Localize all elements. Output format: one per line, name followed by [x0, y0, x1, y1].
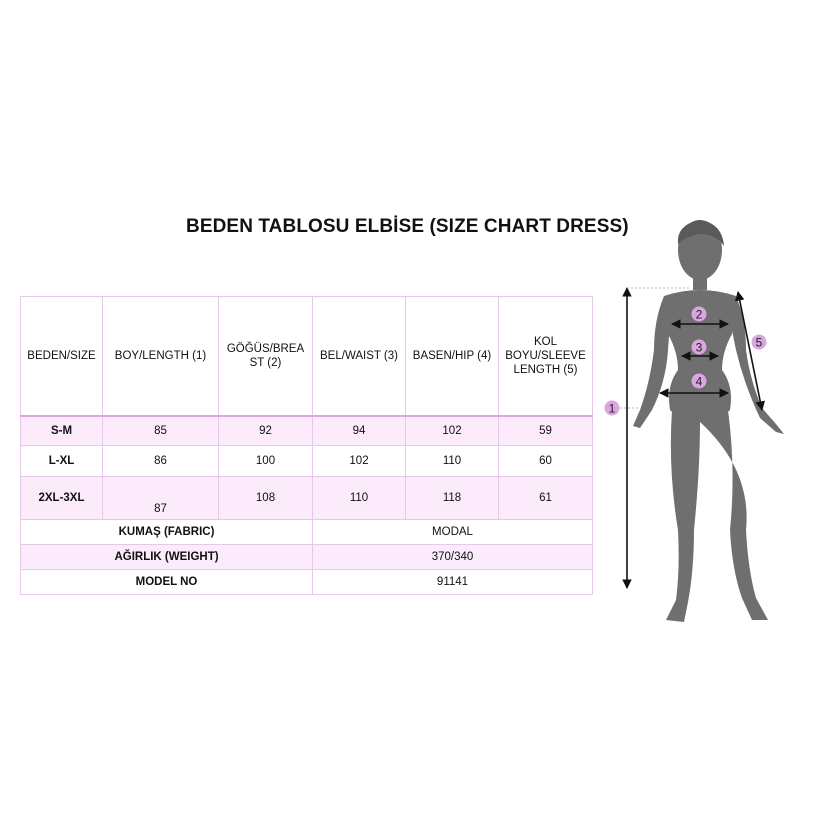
marker-label: 2	[695, 307, 703, 322]
page-title: BEDEN TABLOSU ELBİSE (SIZE CHART DRESS)	[186, 216, 629, 237]
table-cell: 102	[406, 416, 499, 446]
marker-2	[692, 307, 707, 322]
table-cell: 85	[103, 416, 219, 446]
table-cell: 110	[406, 446, 499, 477]
weight-value: 370/340	[313, 545, 593, 570]
table-cell: 86	[103, 446, 219, 477]
fabric-row	[21, 520, 593, 545]
table-cell: 61	[499, 477, 593, 520]
marker-label: 3	[695, 340, 703, 355]
marker-label: 1	[608, 401, 616, 416]
size-cell: L-XL	[21, 446, 103, 477]
model-row	[21, 570, 593, 595]
weight-label: AĞIRLIK (WEIGHT)	[21, 545, 313, 570]
table-cell: 102	[313, 446, 406, 477]
header-cell-waist: BEL/WAIST (3)	[313, 297, 406, 417]
table-row	[21, 446, 593, 477]
header-cell-hip: BASEN/HIP (4)	[406, 297, 499, 417]
table-cell: 94	[313, 416, 406, 446]
marker-label: 4	[695, 374, 703, 389]
fabric-label: KUMAŞ (FABRIC)	[21, 520, 313, 545]
table-cell: 59	[499, 416, 593, 446]
model-label: MODEL NO	[21, 570, 313, 595]
table-row	[21, 477, 593, 520]
marker-1	[605, 401, 620, 416]
weight-row	[21, 545, 593, 570]
woman-silhouette-icon	[633, 220, 784, 622]
table-row	[21, 416, 593, 446]
marker-4	[692, 374, 707, 389]
table-cell: 87	[103, 477, 219, 520]
header-cell-length: BOY/LENGTH (1)	[103, 297, 219, 417]
header-cell-sleeve: KOL BOYU/SLEEVE LENGTH (5)	[499, 297, 593, 417]
header-cell-breast: GÖĞÜS/BREA ST (2)	[219, 297, 313, 417]
marker-3	[692, 340, 707, 355]
header-row	[21, 297, 593, 417]
marker-5	[752, 335, 767, 350]
header-cell-size: BEDEN/SIZE	[21, 297, 103, 417]
size-chart-table	[20, 296, 593, 595]
size-cell: 2XL-3XL	[21, 477, 103, 520]
table-cell: 60	[499, 446, 593, 477]
model-value: 91141	[313, 570, 593, 595]
size-cell: S-M	[21, 416, 103, 446]
table-cell: 118	[406, 477, 499, 520]
body-measurement-figure	[596, 210, 806, 640]
table-cell: 100	[219, 446, 313, 477]
table-cell: 108	[219, 477, 313, 520]
table-cell: 92	[219, 416, 313, 446]
fabric-value: MODAL	[313, 520, 593, 545]
table-cell: 110	[313, 477, 406, 520]
marker-label: 5	[755, 335, 763, 350]
